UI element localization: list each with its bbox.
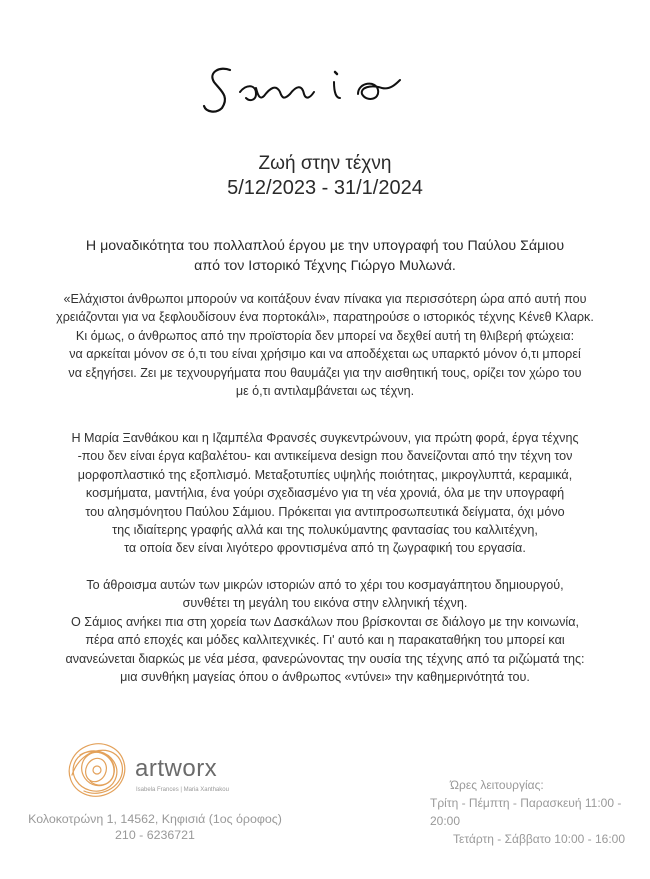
gallery-address	[25, 811, 285, 843]
paragraph-line: να εξηγήσει. Ζει με τεχνουργήματα που θαυμάζει για την αισθητική τους, ορίζει τον χώρο του	[68, 365, 582, 380]
paragraph-line: χρειάζονται για να ξεφλουδίσουν ένα πορτοκάλι», παρατηρούσε ο ιστορικός τέχνης Κένεθ Κλαρκ.	[56, 310, 594, 325]
brand-name: artworx	[135, 755, 218, 782]
paragraph-line: τα οποία δεν είναι λιγότερο φροντισμένα από τη ζωγραφική του εργασία.	[124, 541, 526, 556]
phone-number: 210 - 6236721	[115, 828, 195, 842]
opening-hours	[430, 776, 650, 848]
paragraph-line: του αλησμόνητου Παύλου Σάμιου. Πρόκειται για αντιπροσωπευτικά δείγματα, όχι μόνο	[85, 504, 565, 519]
paragraph-line: μια συνθήκη μαγείας όπου ο άνθρωπος «ντύνει» την καθημερινότητά του.	[120, 670, 530, 685]
exhibition-dates: 5/12/2023 - 31/1/2024	[227, 177, 423, 199]
hours-line: Τετάρτη - Σάββατο 10:00 - 16:00	[453, 832, 626, 846]
paragraph-line: «Ελάχιστοι άνθρωποι μπορούν να κοιτάξουν έναν πίνακα για περισσότερη ώρα από αυτή που	[63, 292, 587, 306]
paragraph-3	[20, 576, 630, 686]
hours-title: Ώρες λειτουργίας:	[450, 778, 544, 792]
paragraph-line: -που δεν είναι έργα καβαλέτου- και αντικείμενα design που δανείζονται από την τέχνη τον	[77, 449, 573, 464]
paragraph-line: συνθέτει τη μεγάλη του εικόνα στην ελληνική τέχνη.	[182, 596, 468, 611]
paragraph-line: πέρα από εποχές και μόδες καλλιτεχνικές. Γι' αυτό και η παρακαταθήκη του μπορεί και	[85, 633, 565, 648]
paragraph-line: να αρκείται μόνον σε ό,τι του είναι χρήσιμο και να αποδέχεται ως υπαρκτό μόνον ό,τι μπορεί	[69, 347, 581, 362]
intro-line: από τον Ιστορικό Τέχνης Γιώργο Μυλωνά.	[194, 258, 456, 274]
paragraph-line: Κι όμως, ο άνθρωπος από την προϊστορία δεν μπορεί να δεχθεί αυτή τη θλιβερή φτώχεια:	[75, 328, 575, 343]
paragraph-line: Ο Σάμιος ανήκει πια στη χορεία των Δασκάλων που βρίσκονται σε διάλογο με την κοινωνία,	[71, 614, 579, 629]
exhibition-subtitle: Ζωή στην τέχνη	[258, 153, 392, 174]
hours-line: Τρίτη - Πέμπτη - Παρασκευή 11:00 - 20:00	[430, 796, 622, 828]
intro-line: Η μοναδικότητα του πολλαπλού έργου με την υπογραφή του Παύλου Σάμιου	[85, 238, 565, 254]
paragraph-line: με ό,τι αντιλαμβάνεται ως τέχνη.	[235, 384, 415, 399]
address-line: Κολοκοτρώνη 1, 14562, Κηφισιά (1ος όροφος)	[28, 812, 282, 826]
paragraph-line: μορφοπλαστικό της εξοπλισμό. Μεταξοτυπίες υψηλής ποιότητας, μικρογλυπτά, κεραμικά,	[77, 467, 573, 482]
signature-logo	[200, 48, 440, 118]
paragraph-2	[20, 429, 630, 558]
paragraph-1	[20, 290, 630, 400]
paragraph-line: Το άθροισμα αυτών των μικρών ιστοριών από το χέρι του κοσμαγάπητου δημιουργού,	[86, 578, 564, 592]
artworx-logo-icon	[62, 735, 132, 805]
intro-text	[40, 236, 610, 276]
paragraph-line: της ιδιαίτερης γραφής αλλά και της πολυκύμαντης φαντασίας του καλλιτέχνη,	[112, 523, 538, 538]
brand-subtitle: Isabela Frances | Maria Xanthakou	[136, 787, 229, 793]
paragraph-line: Η Μαρία Ξανθάκου και η Ιζαμπέλα Φρανσές συγκεντρώνουν, για πρώτη φορά, έργα τέχνης	[71, 431, 579, 445]
paragraph-line: ανανεώνεται διαρκώς με νέα μέσα, φανερώνοντας την ουσία της τέχνης από τα ριζώματά της:	[65, 651, 585, 666]
paragraph-line: κοσμήματα, μαντήλια, ένα γούρι σχεδιασμένο για τη νέα χρονιά, όλα με την υπογραφή	[85, 486, 565, 501]
